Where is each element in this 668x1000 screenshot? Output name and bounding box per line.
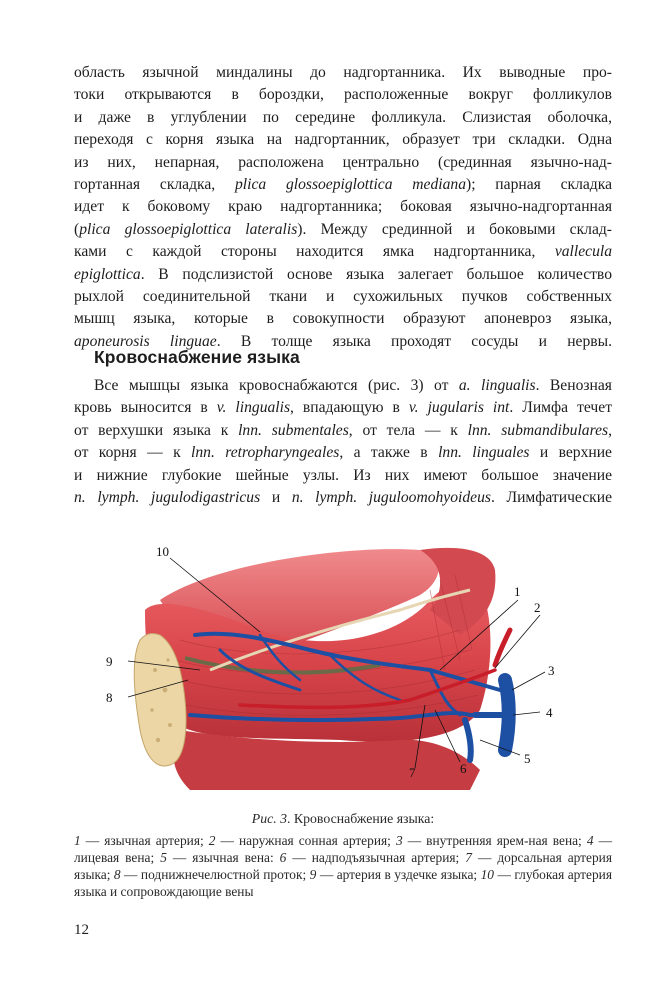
- legend-text: — лицевая вена;: [74, 833, 612, 865]
- latin-term: aponeurosis linguae: [74, 332, 217, 350]
- legend-number: 2: [208, 833, 216, 848]
- lingual-vein-trunk: [465, 720, 471, 760]
- legend-text: — дорсальная артерия языка;: [74, 850, 612, 882]
- text-line: [74, 219, 612, 241]
- text-run: гортанная складка,: [74, 176, 235, 194]
- text-line: [74, 397, 612, 419]
- figure-label-1: 1: [514, 584, 521, 599]
- latin-term: lnn. submandibulares: [467, 421, 609, 439]
- text-run: от верхушки языка к: [74, 421, 239, 439]
- latin-term: plica glossoepiglottica mediana: [234, 176, 466, 194]
- figure-label-4: 4: [546, 705, 553, 720]
- text-line: [74, 264, 612, 286]
- text-run: от корня — к: [74, 444, 192, 462]
- legend-text: — язычная артерия;: [80, 833, 209, 848]
- legend-text: — артерия в уздечке языка;: [316, 867, 481, 882]
- latin-term: v. jugularis int: [408, 399, 510, 417]
- text-run: и даже в углублении по середине фолликула. Слизистая оболочка,: [74, 108, 612, 126]
- legend-number: 3: [395, 833, 403, 848]
- legend-number: 9: [309, 867, 317, 882]
- figure-label-3: 3: [548, 663, 555, 678]
- text-run: ,: [608, 421, 612, 439]
- legend-number: 4: [586, 833, 594, 848]
- text-line: [74, 62, 612, 84]
- figure-label-7: 7: [409, 765, 416, 780]
- text-run: ); парная складка: [466, 176, 612, 194]
- legend-text: — поднижнечелюстной проток;: [120, 867, 310, 882]
- text-run: мышц языка, которые в совокупности образуют апоневроз языка,: [74, 310, 612, 328]
- legend-number: 5: [160, 850, 167, 865]
- figure-label-5: 5: [524, 751, 531, 766]
- figure-label-10: 10: [156, 544, 169, 559]
- text-run: , впадающую в: [290, 399, 409, 417]
- text-run: из них, непарная, расположена центрально (срединная язычно-над-: [74, 153, 612, 171]
- legend-number: 1: [74, 833, 81, 848]
- figure-caption-legend: [74, 832, 612, 900]
- latin-term: lnn. linguales: [438, 444, 530, 462]
- latin-term: lnn. submentales: [238, 421, 349, 439]
- figure-title-text: . Кровоснабжение языка:: [287, 811, 435, 826]
- figure-number: Рис. 3: [251, 811, 288, 826]
- text-line: [74, 152, 612, 174]
- legend-text: — глубокая артерия языка и сопровождающие вены: [74, 867, 612, 899]
- figure-caption-title: [74, 810, 612, 827]
- body-paragraph-2: [74, 375, 612, 509]
- legend-text: — надподъязычная артерия;: [286, 850, 466, 865]
- text-run: (: [74, 220, 80, 238]
- figure-label-9: 9: [106, 654, 113, 669]
- text-run: . Лимфатические: [490, 489, 612, 507]
- figure-label-8: 8: [106, 690, 113, 705]
- text-run: кровь выносится в: [74, 399, 217, 417]
- figure-label-2: 2: [534, 600, 541, 615]
- legend-text: — язычная вена:: [166, 850, 280, 865]
- legend-text: — наружная сонная артерия;: [215, 833, 396, 848]
- text-line: [74, 241, 612, 263]
- figure-label-6: 6: [460, 761, 467, 776]
- text-line: [74, 129, 612, 151]
- latin-term: a. lingualis: [458, 377, 536, 394]
- text-line: [74, 420, 612, 442]
- latin-term: n. lymph. jugulodigastricus: [74, 489, 261, 507]
- text-line: [74, 107, 612, 129]
- body-paragraph-1: [74, 62, 612, 353]
- section-heading: Кровоснабжение языка: [94, 347, 300, 367]
- text-run: , от тела — к: [348, 421, 468, 439]
- text-line: [74, 286, 612, 308]
- legend-number: 6: [279, 850, 287, 865]
- legend-number: 7: [465, 850, 472, 865]
- text-line: [74, 442, 612, 464]
- text-line: [74, 196, 612, 218]
- text-line: [74, 174, 612, 196]
- text-run: и нижние глубокие шейные узлы. Из них имеют большое значение: [74, 466, 612, 484]
- text-line: [74, 487, 612, 509]
- text-run: рыхлой соединительной ткани и сухожильных пучков собственных: [74, 288, 612, 306]
- text-run: Все мышцы языка кровоснабжаются (рис. 3) от: [94, 377, 459, 394]
- latin-term: plica glossoepiglottica lateralis: [79, 220, 298, 238]
- text-run: переходя с корня языка на надгортанник, образует три складки. Одна: [74, 131, 612, 149]
- latin-term: vallecula: [554, 243, 612, 261]
- text-run: . Венозная: [535, 377, 612, 394]
- latin-term: v. lingualis: [216, 399, 291, 417]
- text-run: . В подслизистой основе языка залегает большое количество: [140, 265, 612, 283]
- latin-term: epiglottica: [74, 265, 141, 283]
- text-line: [74, 308, 612, 330]
- latin-term: n. lymph. juguloomohyoideus: [291, 489, 491, 507]
- tongue-blood-supply-figure: [100, 540, 570, 790]
- legend-text: — внутренняя ярем-ная вена;: [402, 833, 587, 848]
- text-line: [74, 84, 612, 106]
- text-run: область язычной миндалины до надгортанника. Их выводные про-: [74, 64, 612, 81]
- text-run: ). Между срединной и боковыми склад-: [297, 220, 612, 238]
- text-line: [74, 375, 612, 397]
- text-run: и: [260, 489, 292, 507]
- text-run: . Лимфа течет: [509, 399, 613, 417]
- page-number: 12: [74, 922, 89, 938]
- text-run: ками с каждой стороны находится ямка надгортанника,: [74, 243, 555, 261]
- text-run: и верхние: [529, 444, 612, 462]
- text-run: токи открываются в бороздки, расположенные вокруг фолликулов: [74, 86, 612, 104]
- text-run: идет к боковому краю надгортанника; боковая язычно-надгортанная: [74, 198, 612, 216]
- text-run: . В толще языка проходят сосуды и нервы.: [216, 332, 612, 350]
- legend-number: 10: [480, 867, 494, 882]
- legend-number: 8: [113, 867, 121, 882]
- latin-term: lnn. retropharyngeales: [191, 444, 340, 462]
- text-line: [74, 465, 612, 487]
- text-run: , а также в: [339, 444, 439, 462]
